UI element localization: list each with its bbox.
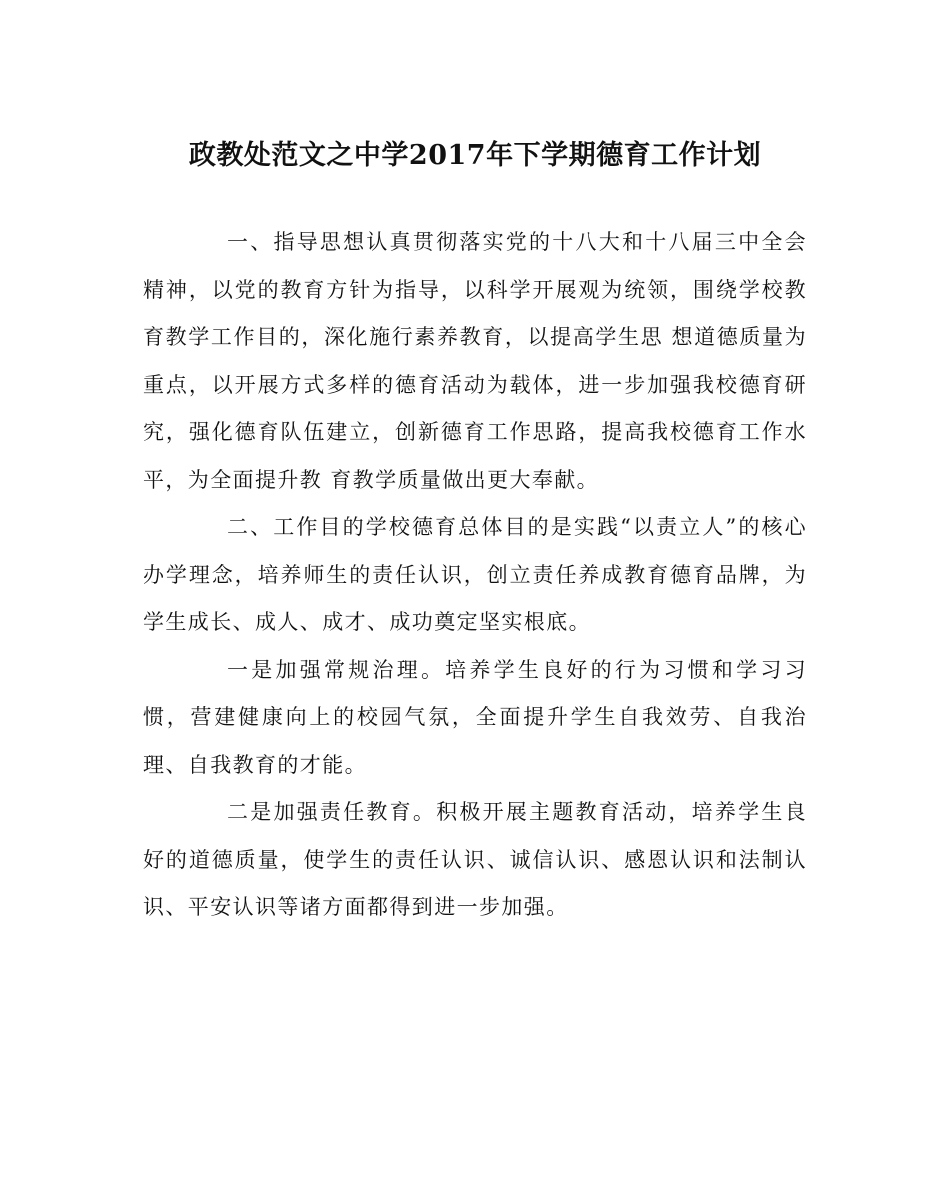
paragraph-routine-management: 一是加强常规治理。培养学生良好的行为习惯和学习习惯，营建健康向上的校园气氛，全面提升学生自我效劳、自我治理、自我教育的才能。 [143,657,807,777]
paragraph-work-goals: 二、工作目的学校德育总体目的是实践“以责立人”的核心办学理念，培养师生的责任认识，创立责任养成教育德育品牌，为学生成长、成人、成才、成功奠定坚实根底。 [143,515,807,634]
paragraph-guiding-ideology: 一、指导思想认真贯彻落实党的十八大和十八届三中全会精神，以党的教育方针为指导，以科学开展观为统领，围绕学校教育教学工作目的，深化施行素养教育，以提高学生思 想道德质量为重点，以开展方式多样的德育活动为载体，进一步加强我校德育研究，强化德育队伍建立，创新德育工作思路，提高我校德育工作水平，为全面提升教 育教学质量做出更大奉献。 [143,230,807,492]
paragraph-responsibility-education: 二是加强责任教育。积极开展主题教育活动，培养学生良好的道德质量，使学生的责任认识、诚信认识、感恩认识和法制认识、平安认识等诸方面都得到进一步加强。 [143,800,807,919]
document-body [143,219,807,932]
document-title: 政教处范文之中学2017年下学期德育工作计划 [188,140,762,171]
